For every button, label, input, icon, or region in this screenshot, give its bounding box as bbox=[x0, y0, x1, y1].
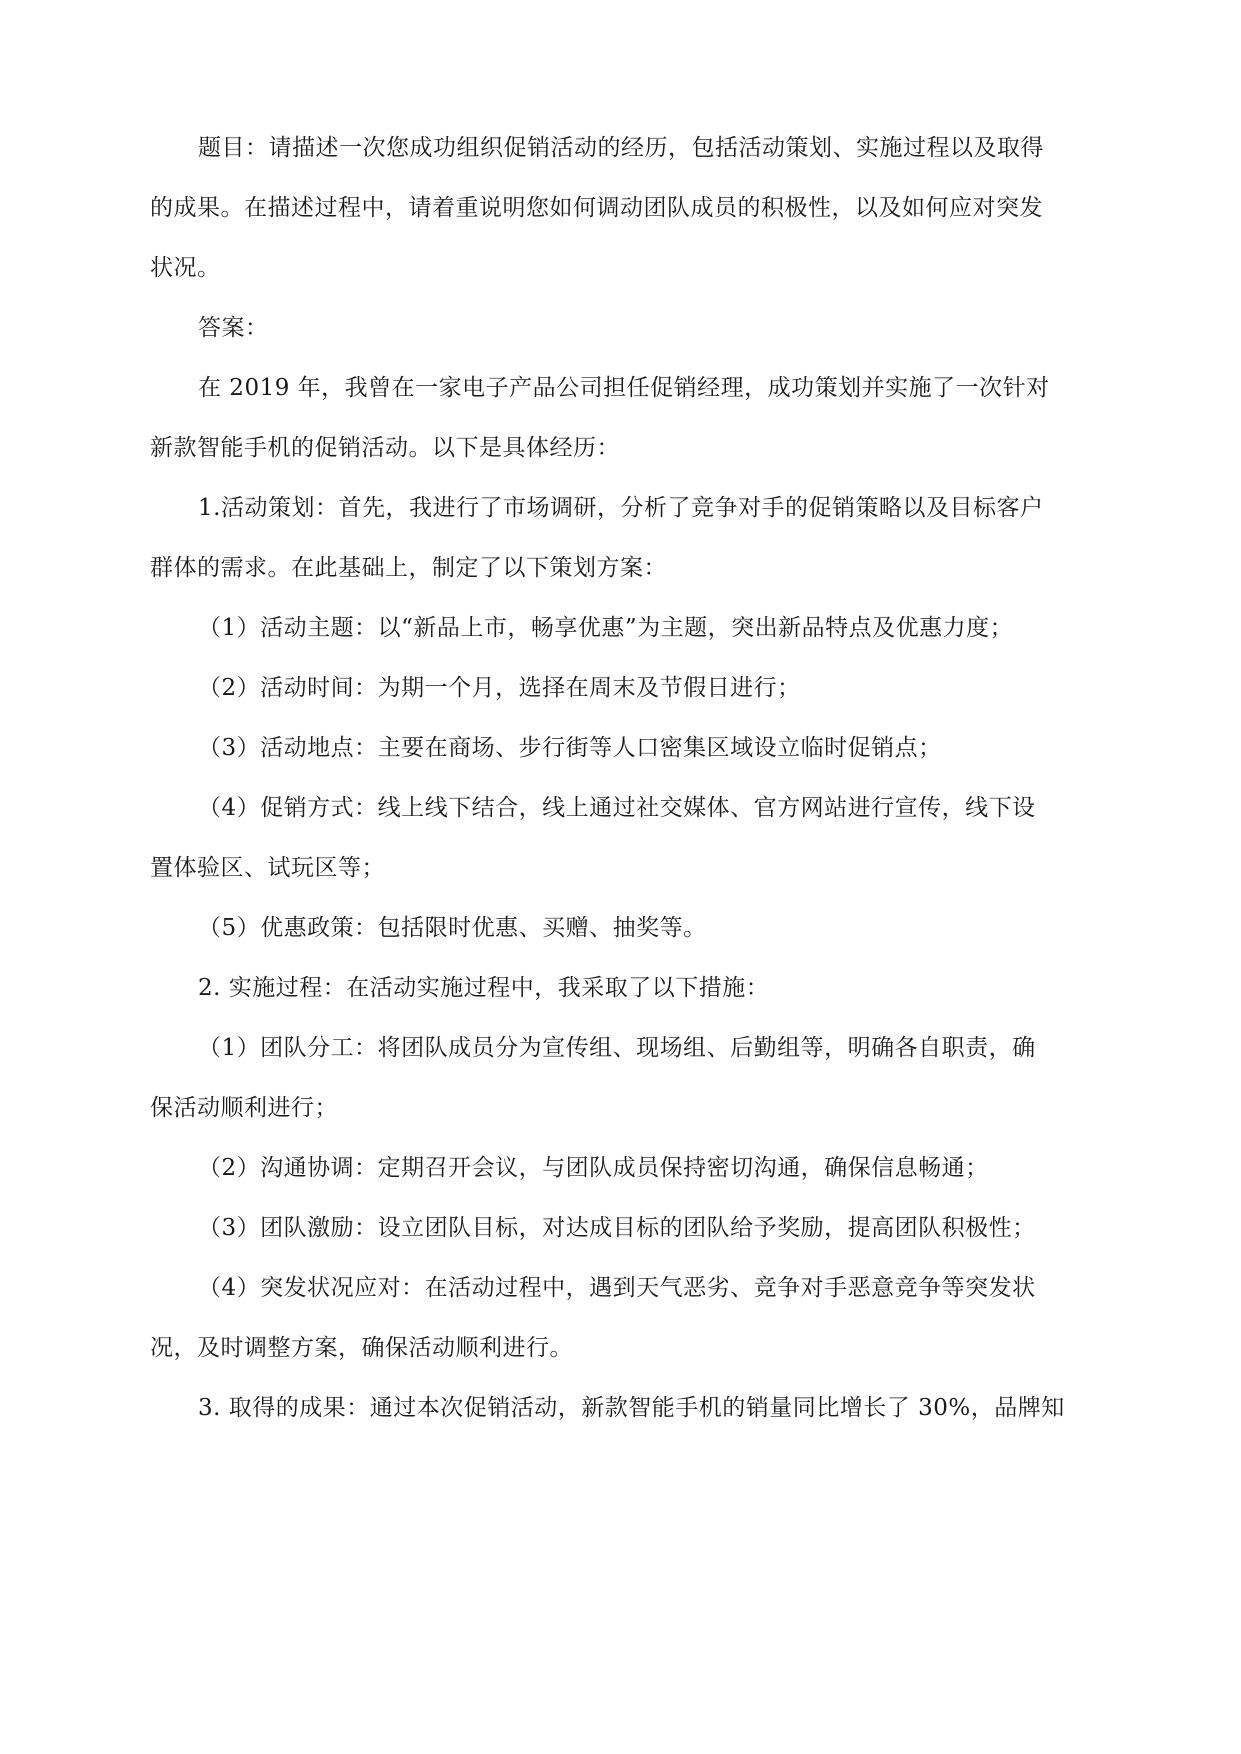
answer-heading: 答案： bbox=[198, 315, 269, 341]
implementation-item-4-line-2: 况，及时调整方案，确保活动顺利进行。 bbox=[150, 1335, 573, 1361]
document-page bbox=[150, 0, 1090, 1754]
intro-line-1: 在 2019 年，我曾在一家电子产品公司担任促销经理，成功策划并实施了一次针对 bbox=[198, 375, 1050, 401]
results-line-1: 3. 取得的成果：通过本次促销活动，新款智能手机的销量同比增长了 30%，品牌知 bbox=[198, 1395, 1065, 1421]
planning-item-4-line-2: 置体验区、试玩区等； bbox=[150, 855, 385, 881]
planning-item-2: （2）活动时间：为期一个月，选择在周末及节假日进行； bbox=[198, 675, 801, 701]
planning-item-3: （3）活动地点：主要在商场、步行街等人口密集区域设立临时促销点； bbox=[198, 735, 942, 761]
planning-line-2: 群体的需求。在此基础上，制定了以下策划方案： bbox=[150, 555, 667, 581]
implementation-heading: 2. 实施过程：在活动实施过程中，我采取了以下措施： bbox=[198, 975, 770, 1001]
question-line-2: 的成果。在描述过程中，请着重说明您如何调动团队成员的积极性，以及如何应对突发 bbox=[150, 195, 1043, 221]
implementation-item-2: （2）沟通协调：定期召开会议，与团队成员保持密切沟通，确保信息畅通； bbox=[198, 1155, 989, 1181]
implementation-item-1-line-2: 保活动顺利进行； bbox=[150, 1095, 338, 1121]
implementation-item-3: （3）团队激励：设立团队目标，对达成目标的团队给予奖励，提高团队积极性； bbox=[198, 1215, 1036, 1241]
implementation-item-4-line-1: （4）突发状况应对：在活动过程中，遇到天气恶劣、竞争对手恶意竞争等突发状 bbox=[198, 1275, 1036, 1301]
question-line-3: 状况。 bbox=[150, 255, 221, 281]
intro-line-2: 新款智能手机的促销活动。以下是具体经历： bbox=[150, 435, 620, 461]
implementation-item-1-line-1: （1）团队分工：将团队成员分为宣传组、现场组、后勤组等，明确各自职责，确 bbox=[198, 1035, 1036, 1061]
planning-line-1: 1.活动策划：首先，我进行了市场调研，分析了竞争对手的促销策略以及目标客户 bbox=[198, 495, 1044, 521]
planning-item-1: （1）活动主题：以“新品上市，畅享优惠”为主题，突出新品特点及优惠力度； bbox=[198, 615, 1014, 641]
question-line-1: 题目：请描述一次您成功组织促销活动的经历，包括活动策划、实施过程以及取得 bbox=[198, 135, 1044, 161]
planning-item-5: （5）优惠政策：包括限时优惠、买赠、抽奖等。 bbox=[198, 915, 707, 941]
planning-item-4-line-1: （4）促销方式：线上线下结合，线上通过社交媒体、官方网站进行宣传，线下设 bbox=[198, 795, 1036, 821]
